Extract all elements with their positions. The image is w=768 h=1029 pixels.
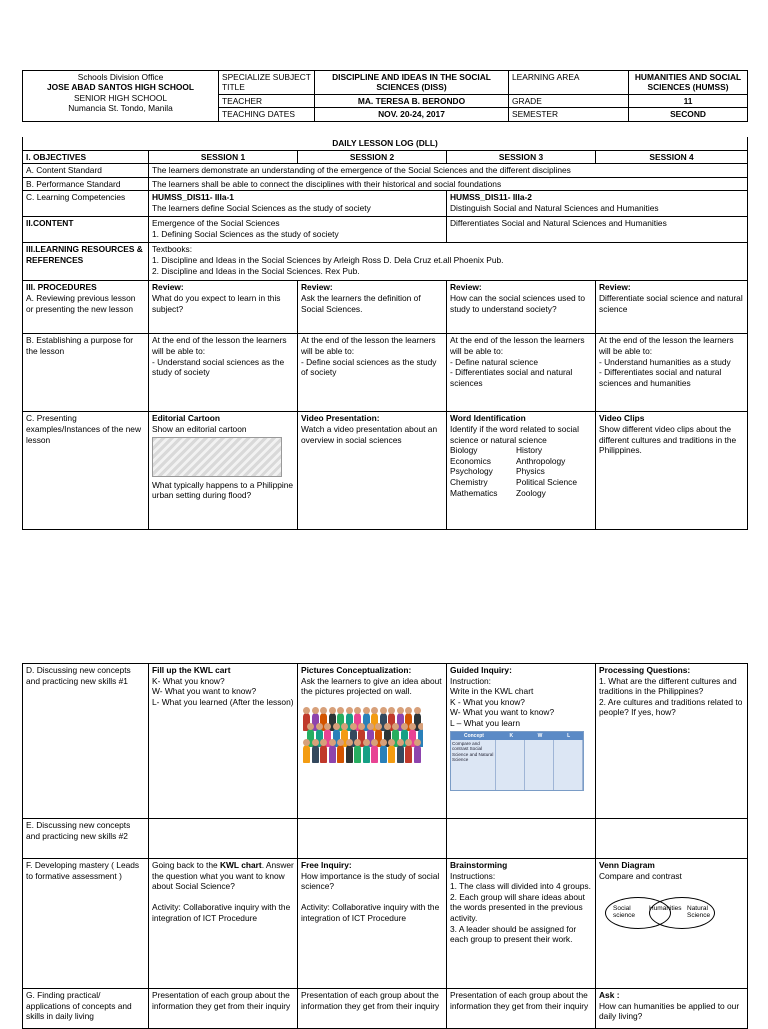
competency-a-text: The learners define Social Sciences as the study of society xyxy=(152,202,371,213)
venn-label-natural: Natural Science xyxy=(687,905,711,920)
competency-a-code: HUMSS_DIS11- IIIa-1 xyxy=(152,192,234,203)
editorial-cartoon-question: What typically happens to a Philippine urban setting during flood? xyxy=(152,479,294,501)
procedure-e-session-4 xyxy=(596,819,748,859)
venn-heading: Venn Diagram xyxy=(599,860,655,870)
video-presentation-text: Watch a video presentation about an overview in social sciences xyxy=(301,423,438,445)
performance-standard-text: The learners shall be able to connect the disciplines with their historical and social foundations xyxy=(149,177,748,191)
free-inquiry-heading: Free Inquiry: xyxy=(301,860,352,870)
word: Anthropology xyxy=(516,455,566,466)
person-figure xyxy=(388,745,395,763)
procedure-c-session-2 xyxy=(298,412,447,530)
word: Economics xyxy=(450,455,491,466)
procedure-b-label: B. Establishing a purpose for the lesson xyxy=(23,334,149,412)
kwl-k-cell xyxy=(496,740,525,790)
word: Biology xyxy=(450,445,478,456)
procedure-b-session-2: At the end of the lesson the learners will be able to: - Define social sciences as the study of society xyxy=(298,334,447,412)
procedure-d-label: D. Discussing new concepts and practicing new skills #1 xyxy=(23,664,149,819)
f1-kwl-chart: KWL chart xyxy=(219,860,262,870)
dates-label: TEACHING DATES xyxy=(219,108,315,121)
word-row xyxy=(450,488,592,499)
content-a-text: Emergence of the Social Sciences 1. Defining Social Sciences as the study of society xyxy=(149,217,447,243)
procedure-d-session-2 xyxy=(298,664,447,819)
kwl-col-w: W xyxy=(537,732,543,739)
lesson-log-table xyxy=(22,137,748,530)
brainstorming-heading: Brainstorming xyxy=(450,860,508,870)
session-1-header: SESSION 1 xyxy=(149,150,298,164)
procedure-g-session-2: Presentation of each group about the information they get from their inquiry xyxy=(298,989,447,1029)
procedure-g-session-3: Presentation of each group about the information they get from their inquiry xyxy=(447,989,596,1029)
kwl-text: K- What you know? W- What you want to know? L- What you learned (After the lesson) xyxy=(152,675,294,707)
review-text: How can the social sciences used to study to understand society? xyxy=(450,292,586,314)
procedure-e-session-3 xyxy=(447,819,596,859)
word-list xyxy=(450,445,592,498)
kwl-chart-header xyxy=(451,732,583,740)
procedure-b-session-3: At the end of the lesson the learners will be able to: - Define natural science - Differentiates social and natural sciences xyxy=(447,334,596,412)
editorial-cartoon-text: Show an editorial cartoon xyxy=(152,423,247,434)
review-heading: Review: xyxy=(301,282,333,293)
person-figure xyxy=(414,745,421,763)
teacher-name: MA. TERESA B. BERONDO xyxy=(315,94,509,107)
subject-title: DISCIPLINE AND IDEAS IN THE SOCIAL SCIENCES (DISS) xyxy=(315,71,509,95)
brainstorming-text: Instructions: 1. The class will divided into 4 groups. 2. Each group will share ideas about the words presented in the previous activity. 3. A leader should be assigned for each group to present their work. xyxy=(450,870,591,945)
word: Physics xyxy=(516,466,545,477)
content-standard-label: A. Content Standard xyxy=(23,164,149,178)
procedure-a-session-2 xyxy=(298,281,447,334)
learning-area: HUMANITIES AND SOCIAL SCIENCES (HUMSS) xyxy=(629,71,748,95)
venn-text: Compare and contrast xyxy=(599,870,682,881)
kwl-l-cell xyxy=(554,740,583,790)
competencies-label: C. Learning Competencies xyxy=(23,191,149,217)
word-row xyxy=(450,466,592,477)
review-text: Differentiate social science and natural science xyxy=(599,292,743,314)
word-row xyxy=(450,456,592,467)
session-3-header: SESSION 3 xyxy=(447,150,596,164)
venn-label-social: Social science xyxy=(613,905,636,920)
semester-value: SECOND xyxy=(629,108,748,121)
f1-text-c: . Answer the question what you want to know about Social Science? Activity: Collaborative inquiry with the integration of ICT Procedure xyxy=(152,860,294,923)
content-label: II.CONTENT xyxy=(23,217,149,243)
procedure-a-label-text: A. Reviewing previous lesson or presenting the new lesson xyxy=(26,292,136,314)
procedure-d-session-1 xyxy=(149,664,298,819)
school-name: JOSE ABAD SANTOS HIGH SCHOOL xyxy=(46,82,195,93)
word-row xyxy=(450,477,592,488)
person-figure xyxy=(354,745,361,763)
person-figure xyxy=(303,745,310,763)
learning-area-label: LEARNING AREA xyxy=(509,71,629,95)
procedure-a-label xyxy=(23,281,149,334)
session-2-header: SESSION 2 xyxy=(298,150,447,164)
session-4-header: SESSION 4 xyxy=(596,150,748,164)
content-standard-text: The learners demonstrate an understanding of the emergence of the Social Sciences and the different disciplines xyxy=(149,164,748,178)
person-figure xyxy=(329,745,336,763)
ask-text: How can humanities be applied to our daily living? xyxy=(599,1000,740,1022)
performance-standard-label: B. Performance Standard xyxy=(23,177,149,191)
procedure-e-session-1 xyxy=(149,819,298,859)
review-heading: Review: xyxy=(450,282,482,293)
kwl-w-cell xyxy=(525,740,554,790)
kwl-col-l: L xyxy=(567,732,571,739)
procedure-e-label: E. Discussing new concepts and practicing new skills #2 xyxy=(23,819,149,859)
header-table xyxy=(22,70,748,122)
procedure-a-session-1 xyxy=(149,281,298,334)
competency-a xyxy=(149,191,447,217)
teacher-label: TEACHER xyxy=(219,94,315,107)
procedure-g-session-4 xyxy=(596,989,748,1029)
competency-b xyxy=(447,191,748,217)
procedure-b-session-1: At the end of the lesson the learners will be able to: - Understand social sciences as the study of society xyxy=(149,334,298,412)
crowd-picture xyxy=(303,703,423,767)
procedure-c-session-4 xyxy=(596,412,748,530)
person-figure xyxy=(380,745,387,763)
kwl-chart-body xyxy=(451,740,583,790)
person-figure xyxy=(337,745,344,763)
ask-heading: Ask : xyxy=(599,990,620,1000)
procedure-c-session-3 xyxy=(447,412,596,530)
resources-text: Textbooks: 1. Discipline and Ideas in the Social Sciences by Arleigh Ross D. Dela Cruz et.all Phoenix Pub. 2. Discipline and Ideas in the Social Sciences. Rex Pub. xyxy=(149,243,748,281)
video-clips-text: Show different video clips about the different cultures and traditions in the Philippines. xyxy=(599,423,737,456)
grade-value: 11 xyxy=(629,94,748,107)
processing-questions-text: 1. What are the different cultures and traditions in the Philippines? 2. Are cultures and traditions related to people? If yes, how? xyxy=(599,675,743,718)
pictures-text: Ask the learners to give an idea about the pictures projected on wall. xyxy=(301,675,442,697)
procedure-f-label: F. Developing mastery ( Leads to formative assessment ) xyxy=(23,859,149,989)
procedure-f-session-1 xyxy=(149,859,298,989)
procedure-c-label: C. Presenting examples/Instances of the new lesson xyxy=(23,412,149,530)
kwl-heading: Fill up the KWL cart xyxy=(152,665,231,675)
subject-title-label: SPECIALIZE SUBJECT TITLE xyxy=(219,71,315,95)
guided-inquiry-heading: Guided Inquiry: xyxy=(450,665,512,675)
video-presentation-heading: Video Presentation: xyxy=(301,413,380,424)
semester-label: SEMESTER xyxy=(509,108,629,121)
person-figure xyxy=(397,745,404,763)
kwl-col-k: K xyxy=(509,732,514,739)
person-figure xyxy=(371,745,378,763)
grade-label: GRADE xyxy=(509,94,629,107)
competency-b-text: Distinguish Social and Natural Sciences and Humanities xyxy=(450,202,659,213)
procedure-g-label: G. Finding practical/ applications of concepts and skills in daily living xyxy=(23,989,149,1029)
review-text: Ask the learners the definition of Social Sciences. xyxy=(301,292,421,314)
procedure-d-session-3 xyxy=(447,664,596,819)
procedure-g-session-1: Presentation of each group about the information they get from their inquiry xyxy=(149,989,298,1029)
guided-inquiry-text: Instruction: Write in the KWL chart K - What you know? W- What you want to know? L – What you learn xyxy=(450,675,555,728)
objectives-label: I. OBJECTIVES xyxy=(23,150,149,164)
division-office: Schools Division Office xyxy=(77,72,164,82)
editorial-cartoon-image xyxy=(152,437,282,477)
video-clips-heading: Video Clips xyxy=(599,413,645,424)
procedure-e-session-2 xyxy=(298,819,447,859)
lesson-log-table-continued xyxy=(22,663,748,1029)
procedure-a-session-4 xyxy=(596,281,748,334)
content-b-text: Differentiates Social and Natural Sciences and Humanities xyxy=(447,217,748,243)
person-figure xyxy=(312,745,319,763)
school-address: Numancia St. Tondo, Manila xyxy=(68,103,173,114)
f1-text-a: Going back to the xyxy=(152,860,220,870)
review-heading: Review: xyxy=(599,282,631,293)
school-info xyxy=(23,71,219,122)
competency-b-code: HUMSS_DIS11- IIIa-2 xyxy=(450,192,532,203)
word: Mathematics xyxy=(450,487,498,498)
word: History xyxy=(516,445,543,456)
word: Political Science xyxy=(516,476,577,487)
kwl-concept-cell: Compare and contrast Social Science and Natural Science xyxy=(451,740,496,790)
person-figure xyxy=(346,745,353,763)
word: Psychology xyxy=(450,466,493,477)
procedure-f-session-2 xyxy=(298,859,447,989)
log-title: DAILY LESSON LOG (DLL) xyxy=(23,137,748,150)
word-identification-text: Identify if the word related to social science or natural science xyxy=(450,423,579,445)
pictures-heading: Pictures Conceptualization: xyxy=(301,665,412,675)
venn-label-humanities: Humanities xyxy=(649,905,682,913)
procedure-b-session-4: At the end of the lesson the learners will be able to: - Understand humanities as a study - Differentiates social and natural sciences and humanities xyxy=(596,334,748,412)
kwl-col-concept: Concept xyxy=(463,732,484,739)
procedures-label: III. PROCEDURES xyxy=(26,282,97,293)
person-figure xyxy=(405,745,412,763)
resources-label: III.LEARNING RESOURCES & REFERENCES xyxy=(23,243,149,281)
word: Zoology xyxy=(516,487,546,498)
procedure-c-session-1 xyxy=(149,412,298,530)
procedure-d-session-4 xyxy=(596,664,748,819)
review-heading: Review: xyxy=(152,282,184,293)
word: Chemistry xyxy=(450,476,488,487)
venn-diagram xyxy=(605,893,735,933)
review-text: What do you expect to learn in this subject? xyxy=(152,292,281,314)
procedure-a-session-3 xyxy=(447,281,596,334)
word-row xyxy=(450,445,592,456)
word-identification-heading: Word Identification xyxy=(450,413,526,424)
school-level: SENIOR HIGH SCHOOL xyxy=(73,92,168,103)
free-inquiry-text: How importance is the study of social science? Activity: Collaborative inquiry with the integration of ICT Procedure xyxy=(301,870,440,923)
person-figure xyxy=(320,745,327,763)
procedure-f-session-4 xyxy=(596,859,748,989)
processing-questions-heading: Processing Questions: xyxy=(599,665,691,675)
procedure-f-session-3 xyxy=(447,859,596,989)
person-figure xyxy=(363,745,370,763)
teaching-dates: NOV. 20-24, 2017 xyxy=(315,108,509,121)
editorial-cartoon-heading: Editorial Cartoon xyxy=(152,413,220,424)
kwl-chart xyxy=(450,731,584,791)
